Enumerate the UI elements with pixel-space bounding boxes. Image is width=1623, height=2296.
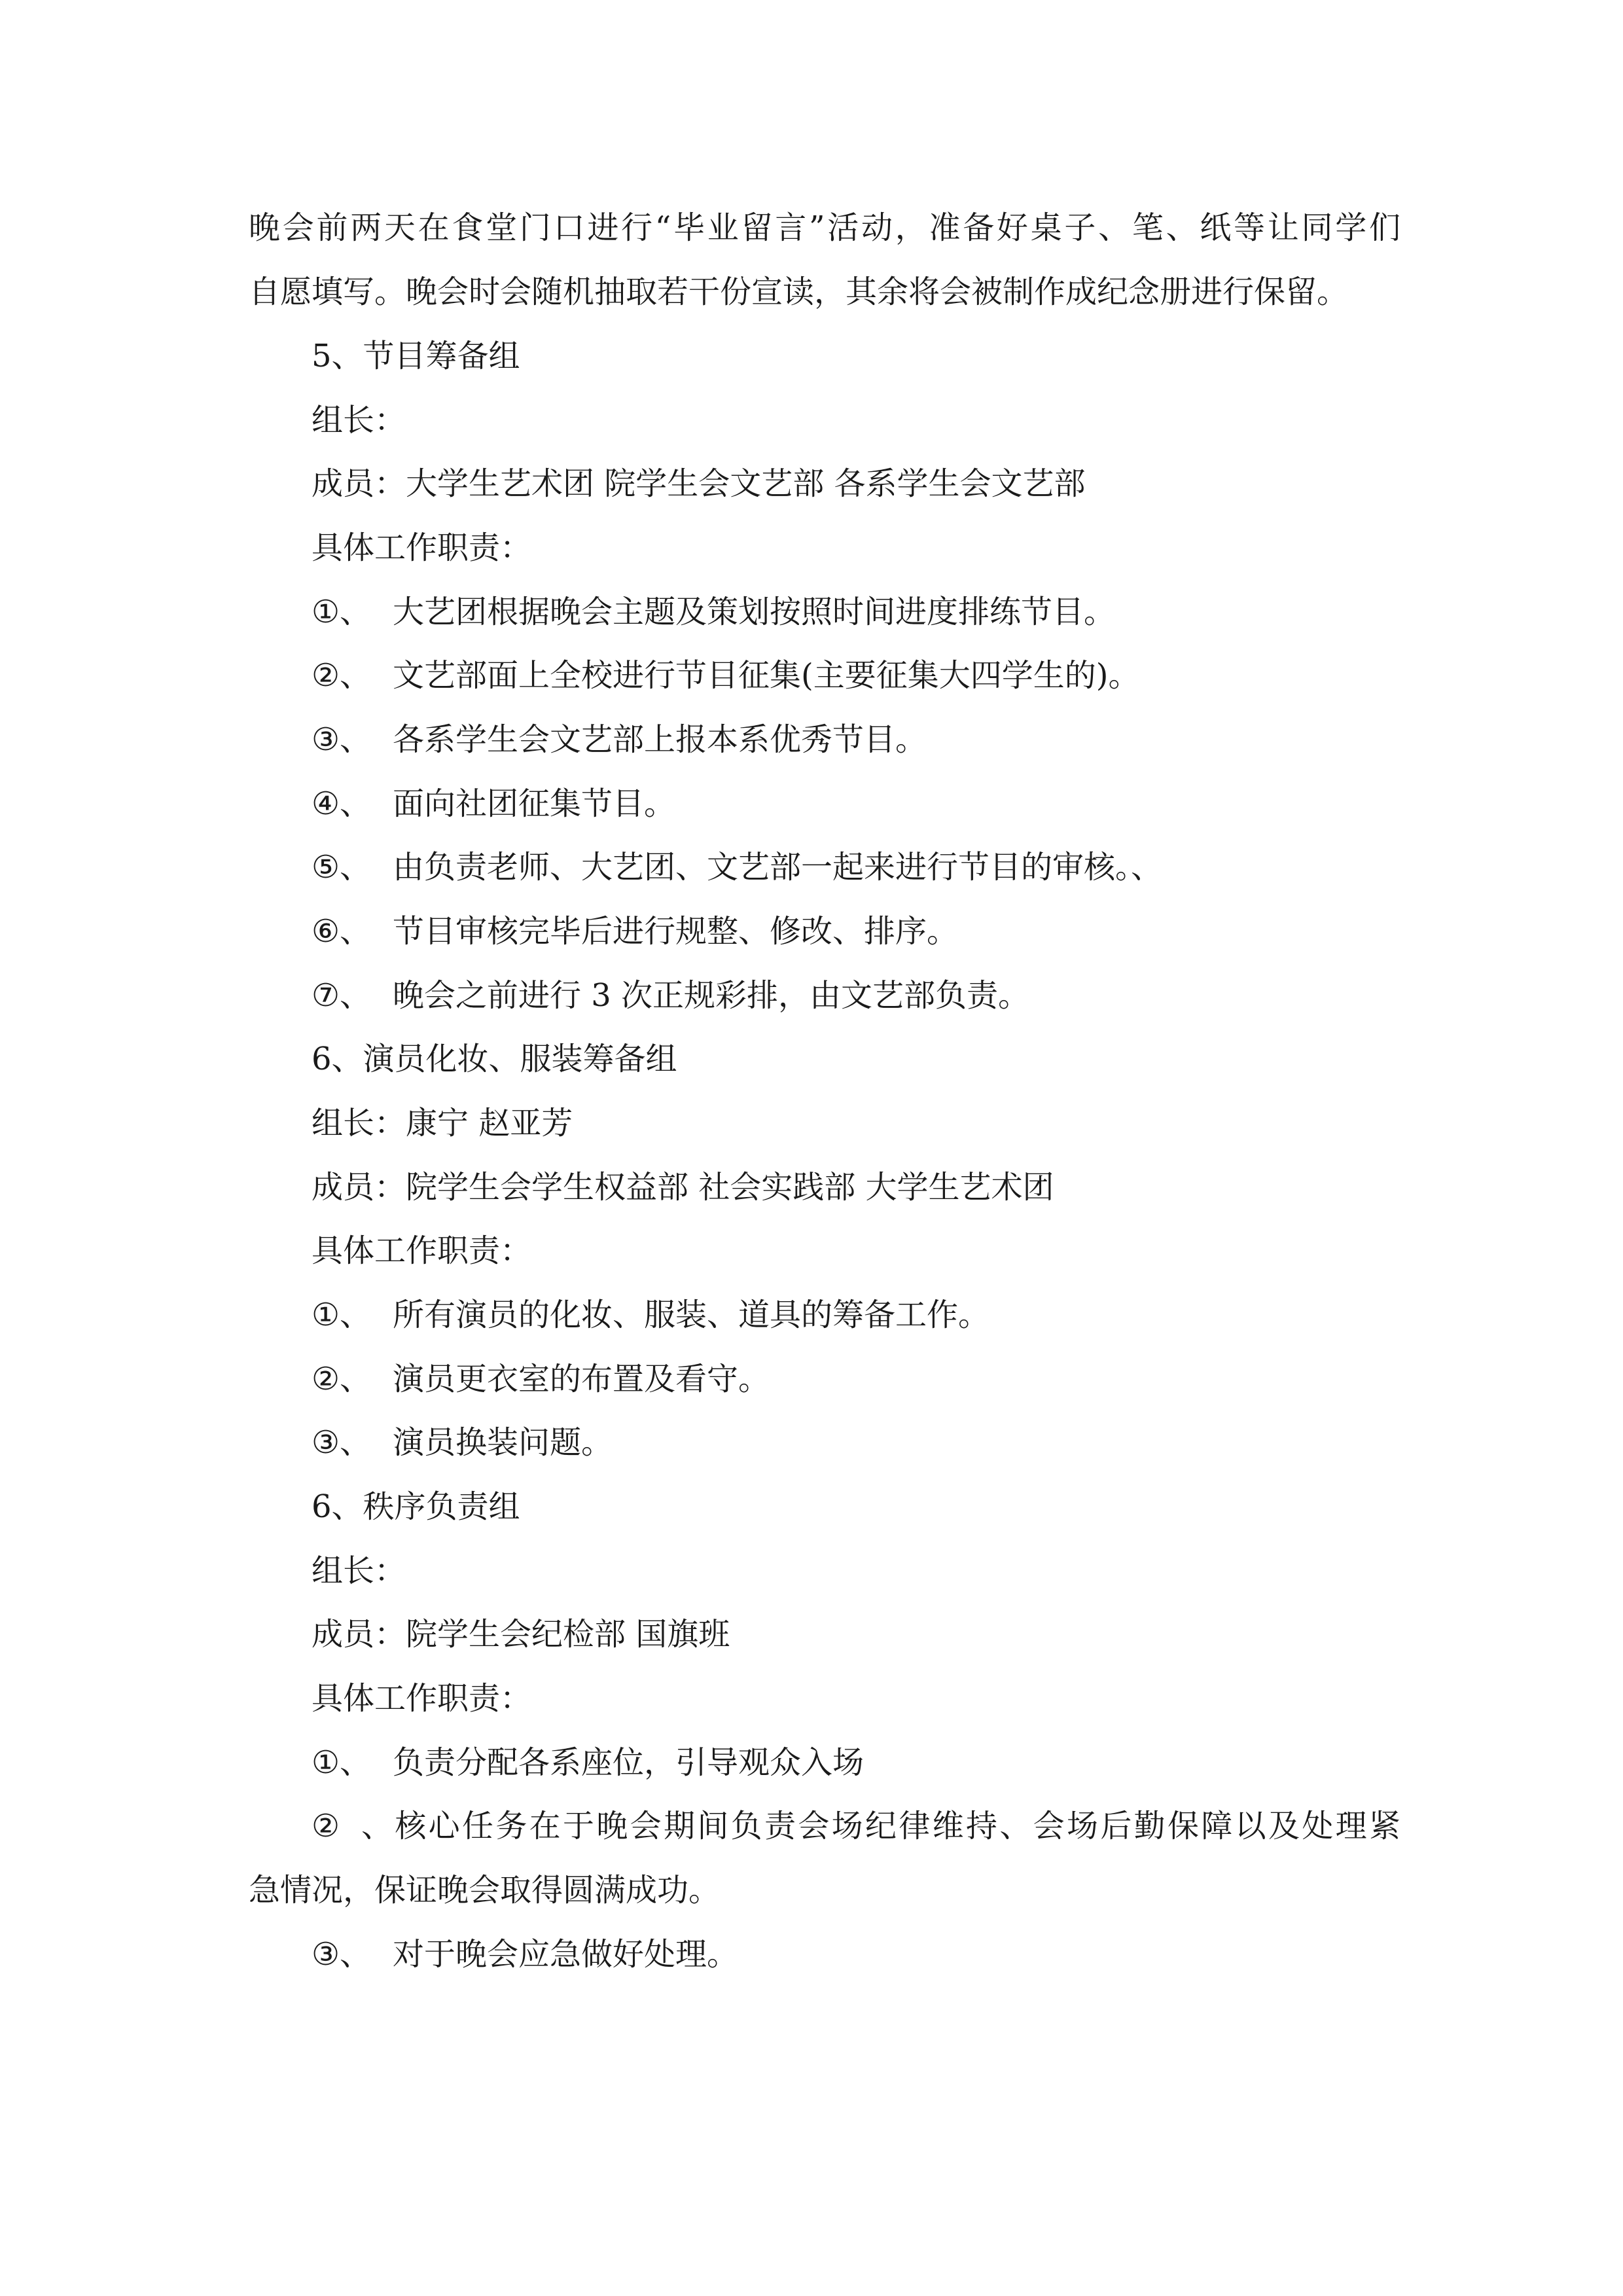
- item-text: 各系学生会文艺部上报本系优秀节目。: [393, 721, 927, 758]
- group-leader: 组长：: [312, 1552, 406, 1589]
- section-heading: 6、演员化妆、服装筹备组: [312, 1041, 677, 1077]
- duty-item: [312, 643, 1463, 708]
- item-text: 负责分配各系座位，引导观众入场: [393, 1744, 865, 1781]
- duty-item: [312, 899, 1463, 963]
- duty-item: [312, 772, 1463, 836]
- group-leader: 组长：: [312, 402, 406, 439]
- item-number: ③、: [312, 1424, 372, 1461]
- intro-line-1: 晚会前两天在食堂门口进行“毕业留言”活动，准备好桌子、笔、纸等让同学们: [249, 209, 1400, 246]
- duty-item: [312, 1731, 1463, 1795]
- duties-label: 具体工作职责：: [312, 1232, 532, 1269]
- item-number: ⑥、: [312, 913, 372, 950]
- duty-item: [312, 708, 1463, 772]
- section-heading: 6、秩序负责组: [312, 1488, 520, 1525]
- item-text: 节目审核完毕后进行规整、修改、排序。: [393, 913, 959, 950]
- item-number: ①、: [312, 1744, 372, 1781]
- item-text: 核心任务在于晚会期间负责会场纪律维持、会场后勤保障以及处理紧: [393, 1808, 1400, 1844]
- item-text: 文艺部面上全校进行节目征集(主要征集大四学生的)。: [393, 657, 1140, 694]
- duty-item: [312, 1347, 1463, 1411]
- duty-item: [312, 835, 1463, 899]
- item-number: ③、: [312, 721, 372, 758]
- duty-item-continuation: 急情况，保证晚会取得圆满成功。: [249, 1872, 721, 1909]
- item-text: 演员更衣室的布置及看守。: [393, 1361, 770, 1397]
- duty-item: [312, 580, 1463, 644]
- item-text: 晚会之前进行 3 次正规彩排，由文艺部负责。: [393, 977, 1030, 1014]
- item-number: ②、: [312, 1361, 372, 1397]
- item-text: 大艺团根据晚会主题及策划按照时间进度排练节目。: [393, 594, 1116, 630]
- item-number: ③、: [312, 1936, 372, 1973]
- item-number: ①、: [312, 594, 372, 630]
- duty-item: [312, 1794, 1400, 1858]
- item-text: 对于晚会应急做好处理。: [393, 1936, 739, 1973]
- item-number: ①、: [312, 1297, 372, 1333]
- duty-item: [312, 1283, 1463, 1347]
- group-members: 成员：院学生会学生权益部 社会实践部 大学生艺术团: [312, 1169, 1054, 1206]
- duty-item: [312, 1410, 1463, 1475]
- item-number: ②、: [312, 1808, 393, 1844]
- duties-label: 具体工作职责：: [312, 1680, 532, 1717]
- group-members: 成员：院学生会纪检部 国旗班: [312, 1616, 730, 1653]
- item-number: ④、: [312, 785, 372, 822]
- item-number: ⑤、: [312, 849, 372, 886]
- item-number: ②、: [312, 657, 372, 694]
- item-text: 演员换装问题。: [393, 1424, 613, 1461]
- section-heading: 5、节目筹备组: [312, 338, 520, 374]
- item-text: 所有演员的化妆、服装、道具的筹备工作。: [393, 1297, 990, 1333]
- item-number: ⑦、: [312, 977, 372, 1014]
- duty-item: [312, 963, 1463, 1028]
- item-text: 面向社团征集节目。: [393, 785, 676, 822]
- duties-label: 具体工作职责：: [312, 529, 532, 566]
- group-leader: 组长：康宁 赵亚芳: [312, 1105, 573, 1141]
- group-members: 成员：大学生艺术团 院学生会文艺部 各系学生会文艺部: [312, 465, 1086, 502]
- item-text: 由负责老师、大艺团、文艺部一起来进行节目的审核。、: [393, 849, 1163, 886]
- duty-item: [312, 1922, 1463, 1986]
- intro-line-2: 自愿填写。晚会时会随机抽取若干份宣读，其余将会被制作成纪念册进行保留。: [249, 274, 1349, 310]
